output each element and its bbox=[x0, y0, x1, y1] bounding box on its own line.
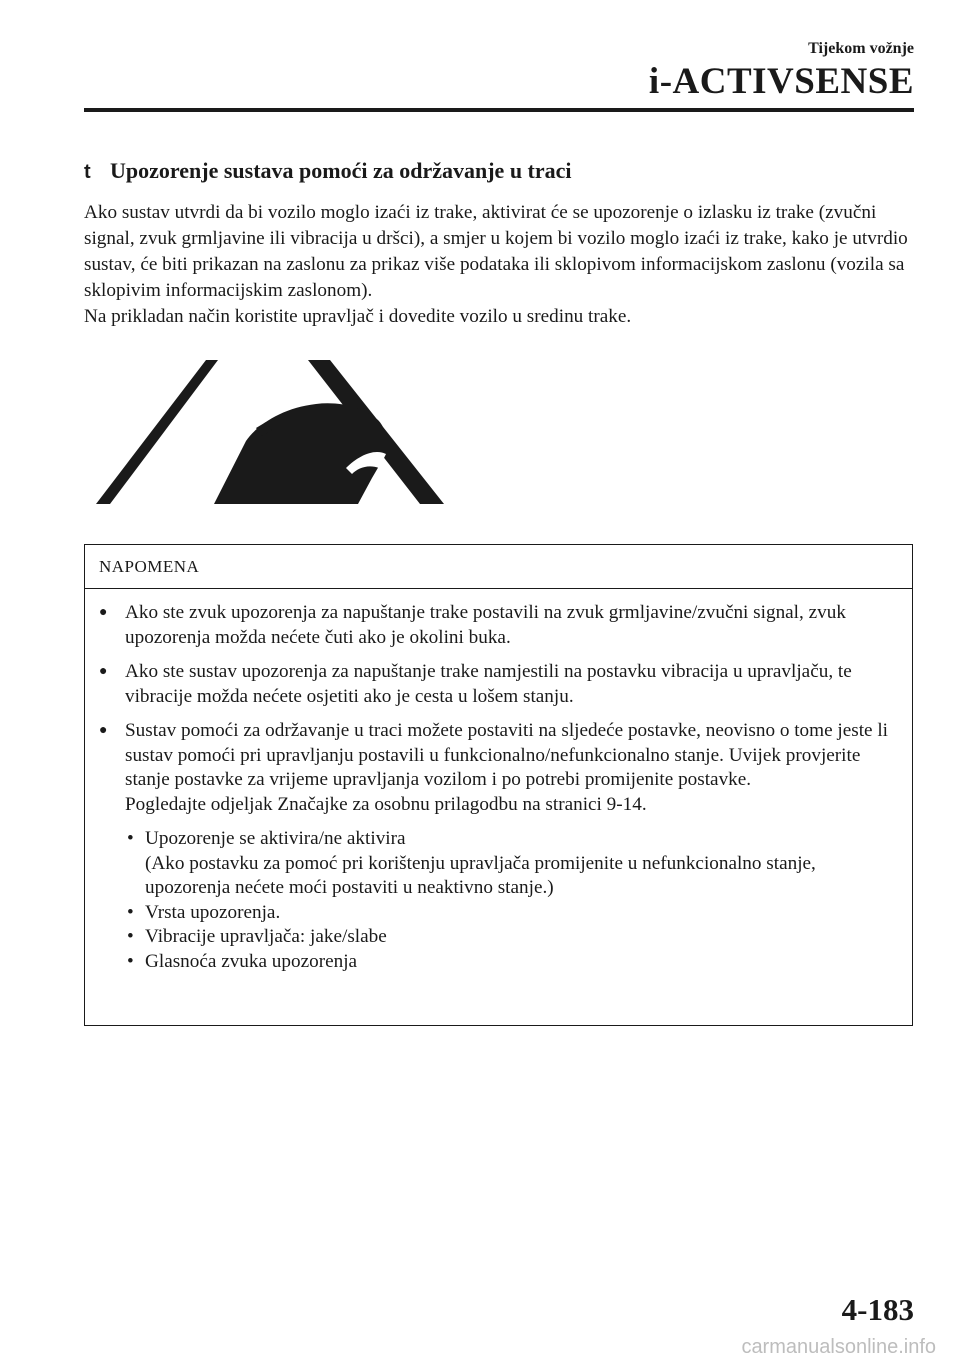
watermark[interactable]: carmanualsonline.info bbox=[741, 1336, 936, 1358]
chapter-label: Tijekom vožnje bbox=[808, 40, 914, 57]
sub-item bbox=[125, 901, 896, 926]
note-item-text: Ako ste sustav upozorenja za napuštanje trake namjestili na postavku vibracija u upravljaču, te vibracije možda nećete osjetiti ako je cesta u lošem stanju. bbox=[125, 661, 852, 707]
sub-list bbox=[125, 827, 896, 974]
page-number: 4-183 bbox=[841, 1292, 914, 1327]
paragraph: Ako sustav utvrdi da bi vozilo moglo izaći iz trake, aktivirat će se upozorenje o izlasku iz trake (zvučni signal, zvuk grmljavine ili vibracija u dršci), a smjer u kojem bi vozilo moglo izaći iz trake, kako je utvrdio sustav, će biti prikazan na zaslonu za prikaz više podataka ili sklopivom informacijskom zaslonu (vozila sa sklopivim informacijskim zaslonom). bbox=[84, 202, 908, 301]
section-heading-text: Upozorenje sustava pomoći za održavanje u traci bbox=[110, 158, 572, 183]
section-marker: t bbox=[84, 161, 91, 183]
note-item bbox=[99, 601, 896, 650]
section-body bbox=[84, 200, 914, 330]
lane-line-left bbox=[96, 360, 218, 504]
sub-bullet-icon: • bbox=[127, 926, 134, 947]
note-item-text: Sustav pomoći za održavanje u traci možete postaviti na sljedeće postavke, neovisno o tome jeste li sustav pomoći pri upravljanju postavili u funkcionalno/nefunkcionalno stanje. Uvijek provjerite stanje postavke za vrijeme upravljanja vozilom i po potrebi promijenite postavke. bbox=[125, 720, 889, 790]
note-item-reference: Pogledajte odjeljak Značajke za osobnu prilagodbu na stranici 9-14. bbox=[125, 793, 647, 815]
note-item-text: Ako ste zvuk upozorenja za napuštanje trake postavili na zvuk grmljavine/zvučni signal, zvuk upozorenja možda nećete čuti ako je okolini buka. bbox=[125, 602, 846, 648]
sub-item-text: Vrsta upozorenja. bbox=[145, 901, 281, 923]
paragraph: Na prikladan način koristite upravljač i dovedite vozilo u sredinu trake. bbox=[84, 306, 632, 327]
sub-item bbox=[125, 950, 896, 975]
section-heading bbox=[84, 158, 914, 184]
header-divider bbox=[84, 108, 914, 112]
sub-item-detail: (Ako postavku za pomoć pri korištenju upravljača promijenite u nefunkcionalno stanje, upozorenja nećete moći postaviti u neaktivno stanje.) bbox=[145, 852, 816, 898]
bullet-icon: ● bbox=[99, 664, 108, 679]
lane-departure-warning-icon bbox=[96, 356, 448, 506]
note-item bbox=[99, 719, 896, 974]
vehicle-silhouette bbox=[214, 403, 387, 504]
note-body bbox=[85, 589, 912, 974]
sub-item-text: Glasnoća zvuka upozorenja bbox=[145, 950, 358, 972]
bullet-icon: ● bbox=[99, 723, 108, 738]
note-title: NAPOMENA bbox=[85, 545, 912, 589]
sub-bullet-icon: • bbox=[127, 950, 134, 972]
sub-item bbox=[125, 827, 896, 901]
sub-item bbox=[125, 925, 896, 950]
page-title: i-ACTIVSENSE bbox=[648, 61, 914, 102]
sub-bullet-icon: • bbox=[127, 901, 134, 923]
sub-bullet-icon: • bbox=[127, 828, 134, 849]
sub-item-text: Vibracije upravljača: jake/slabe bbox=[145, 926, 387, 947]
note-item bbox=[99, 660, 896, 709]
sub-item-text: Upozorenje se aktivira/ne aktivira bbox=[145, 828, 406, 849]
note-box bbox=[84, 544, 913, 1026]
bullet-icon: ● bbox=[99, 605, 108, 620]
